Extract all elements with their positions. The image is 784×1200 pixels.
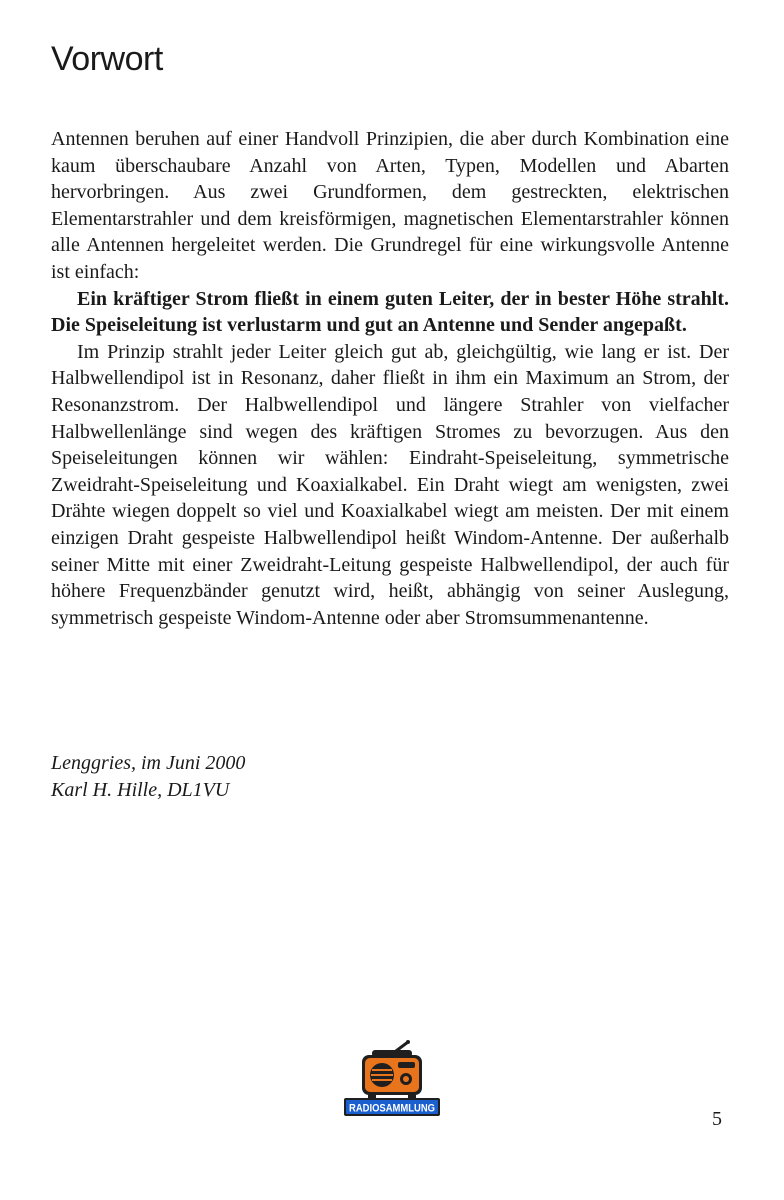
- radiosammlung-logo: [342, 1040, 442, 1118]
- signature-place-date: Lenggries, im Juni 2000: [51, 752, 246, 774]
- page-title: Vorwort: [51, 40, 163, 78]
- logo-text: RADIOSAMMLUNG: [349, 1102, 435, 1115]
- body-text: [51, 126, 729, 631]
- paragraph-intro: Antennen beruhen auf einer Handvoll Prinzipien, die aber durch Kombination eine kaum überschaubare Anzahl von Arten, Typen, Modellen und Abarten hervorbringen. Aus zwei Grundformen, dem gestreckten, elektrischen Elementarstrahler und dem kreisförmigen, magnetischen Elementarstrahler können alle Antennen hergeleitet werden. Die Grundregel für eine wirkungsvolle Antenne ist einfach:: [51, 128, 729, 283]
- paragraph-rule: Ein kräftiger Strom fließt in einem guten Leiter, der in bester Höhe strahlt. Die Speiseleitung ist verlustarm und gut an Antenne und Sender angepaßt.: [51, 287, 729, 337]
- paragraph-main: Im Prinzip strahlt jeder Leiter gleich gut ab, gleichgültig, wie lang er ist. Der Halbwellendipol ist in Resonanz, daher fließt in ihm ein Maximum an Strom, der Resonanzstrom. Der Halbwellendipol und längere Strahler von vielfacher Halbwellenlänge sind wegen des kräftigen Stromes zu bevorzugen. Aus den Speiseleitungen können wir wählen: Eindraht-Speiseleitung, symmetrische Zweidraht-Speiseleitung und Koaxialkabel. Ein Draht wiegt am wenigsten, zwei Drähte wiegen doppelt so viel und Koaxialkabel wiegt am meisten. Der mit einem einzigen Draht gespeiste Halbwellendipol heißt Windom-Antenne. Der außerhalb seiner Mitte mit einer Zweidraht-Leitung gespeiste Halbwellendipol, der auch für höhere Frequenzbänder genutzt wird, heißt, abhängig von seiner Auslegung, symmetrisch gespeiste Windom-Antenne oder aber Stromsummenantenne.: [51, 340, 729, 629]
- signature-author: Karl H. Hille, DL1VU: [51, 779, 230, 801]
- page-number: 5: [712, 1108, 722, 1130]
- signature: [51, 750, 245, 804]
- radio-icon: [342, 1040, 442, 1118]
